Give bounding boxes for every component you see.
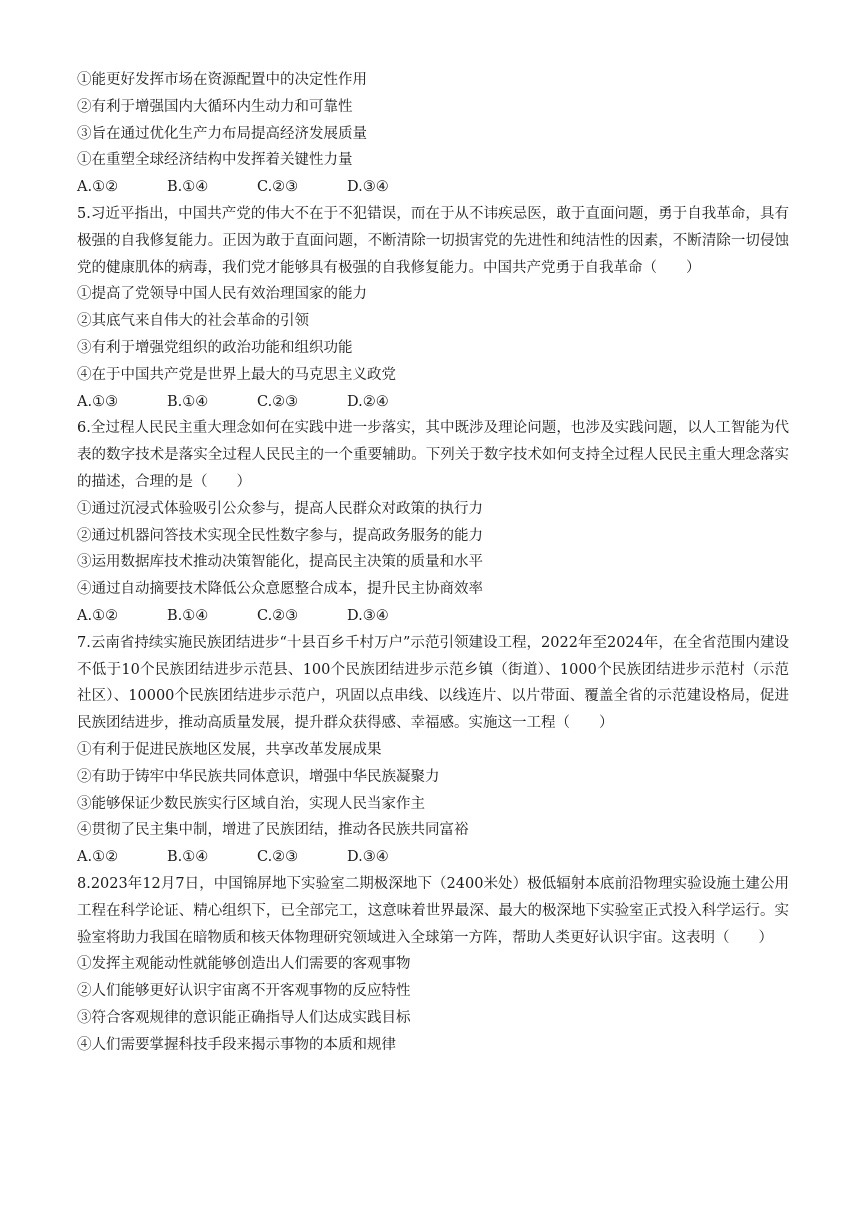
question-8 bbox=[77, 871, 789, 1059]
question-5 bbox=[77, 201, 789, 415]
option: ③运用数据库技术推动决策智能化，提高民主决策的质量和水平 bbox=[77, 554, 483, 571]
question-stem: 8.2023年12月7日，中国锦屏地下实验室二期极深地下（2400米处）极低辐射本底前沿物理实验设施土建公用工程在科学论证、精心组织下，已全部完工，这意味着世界最深、最大的极深地下实验室正式投入科学运行。实验室将助力我国在暗物质和核天体物理研究领域进入全球第一方阵，帮助人类更好认识宇宙。这表明（ ） bbox=[77, 875, 789, 946]
answer-choices bbox=[77, 174, 789, 201]
choice-c: C.②③ bbox=[257, 607, 299, 624]
option: ③能够保证少数民族实行区域自治，实现人民当家作主 bbox=[77, 795, 425, 812]
question-stem: 7.云南省持续实施民族团结进步“十县百乡千村万户”示范引领建设工程，2022年至2024年，在全省范围内建设不低于10个民族团结进步示范县、100个民族团结进步示范乡镇（街道）、1000个民族团结进步示范村（示范社区）、10000个民族团结进步示范户，巩固以点串线、以线连片、以片带面、覆盖全省的示范建设格局，促进民族团结进步，推动高质量发展，提升群众获得感、幸福感。实施这一工程（ ） bbox=[77, 634, 789, 732]
choice-d: D.②④ bbox=[347, 393, 389, 410]
option: ④贯彻了民主集中制，增进了民族团结，推动各民族共同富裕 bbox=[77, 822, 469, 839]
question-6 bbox=[77, 415, 789, 629]
question-list bbox=[77, 67, 789, 1058]
option: ①通过沉浸式体验吸引公众参与，提高人民群众对政策的执行力 bbox=[77, 500, 483, 517]
option: ①在重塑全球经济结构中发挥着关键性力量 bbox=[77, 152, 353, 169]
option: ②有利于增强国内大循环内生动力和可靠性 bbox=[77, 98, 353, 115]
choice-a: A.①② bbox=[77, 179, 119, 196]
answer-choices bbox=[77, 844, 789, 871]
choice-c: C.②③ bbox=[257, 393, 299, 410]
option: ②其底气来自伟大的社会革命的引领 bbox=[77, 313, 309, 330]
answer-choices bbox=[77, 389, 789, 416]
answer-choices bbox=[77, 603, 789, 630]
choice-b: B.①④ bbox=[167, 849, 209, 866]
option: ②人们能够更好认识宇宙离不开客观事物的反应特性 bbox=[77, 983, 411, 1000]
choice-c: C.②③ bbox=[257, 179, 299, 196]
question-7 bbox=[77, 630, 789, 871]
question-4-tail bbox=[77, 67, 789, 201]
option: ①发挥主观能动性就能够创造出人们需要的客观事物 bbox=[77, 956, 411, 973]
choice-a: A.①③ bbox=[77, 393, 119, 410]
choice-c: C.②③ bbox=[257, 849, 299, 866]
option: ④在于中国共产党是世界上最大的马克思主义政党 bbox=[77, 366, 396, 383]
option: ①提高了党领导中国人民有效治理国家的能力 bbox=[77, 286, 367, 303]
choice-b: B.①④ bbox=[167, 179, 209, 196]
option: ①能更好发挥市场在资源配置中的决定性作用 bbox=[77, 72, 367, 88]
choice-d: D.③④ bbox=[347, 607, 389, 624]
choice-b: B.①④ bbox=[167, 607, 209, 624]
choice-d: D.③④ bbox=[347, 849, 389, 866]
option: ③旨在通过优化生产力布局提高经济发展质量 bbox=[77, 125, 367, 142]
choice-a: A.①② bbox=[77, 849, 119, 866]
choice-b: B.①④ bbox=[167, 393, 209, 410]
question-stem: 6.全过程人民民主重大理念如何在实践中进一步落实，其中既涉及理论问题，也涉及实践问题，以人工智能为代表的数字技术是落实全过程人民民主的一个重要辅助。下列关于数字技术如何支持全过程人民民主重大理念落实的描述，合理的是（ ） bbox=[77, 420, 789, 490]
option: ③符合客观规律的意识能正确指导人们达成实践目标 bbox=[77, 1009, 411, 1026]
option: ④人们需要掌握科技手段来揭示事物的本质和规律 bbox=[77, 1036, 396, 1053]
option: ④通过自动摘要技术降低公众意愿整合成本，提升民主协商效率 bbox=[77, 581, 483, 598]
question-stem: 5.习近平指出，中国共产党的伟大不在于不犯错误，而在于从不讳疾忌医，敢于直面问题，勇于自我革命，具有极强的自我修复能力。正因为敢于直面问题，不断清除一切损害党的先进性和纯洁性的因素，不断清除一切侵蚀党的健康肌体的病毒，我们党才能够具有极强的自我修复能力。中国共产党勇于自我革命（ ） bbox=[77, 205, 789, 276]
option: ②有助于铸牢中华民族共同体意识，增强中华民族凝聚力 bbox=[77, 768, 440, 785]
option: ②通过机器问答技术实现全民性数字参与，提高政务服务的能力 bbox=[77, 527, 483, 544]
choice-a: A.①② bbox=[77, 607, 119, 624]
option: ①有利于促进民族地区发展，共享改革发展成果 bbox=[77, 741, 382, 758]
choice-d: D.③④ bbox=[347, 179, 389, 196]
option: ③有利于增强党组织的政治功能和组织功能 bbox=[77, 339, 353, 356]
